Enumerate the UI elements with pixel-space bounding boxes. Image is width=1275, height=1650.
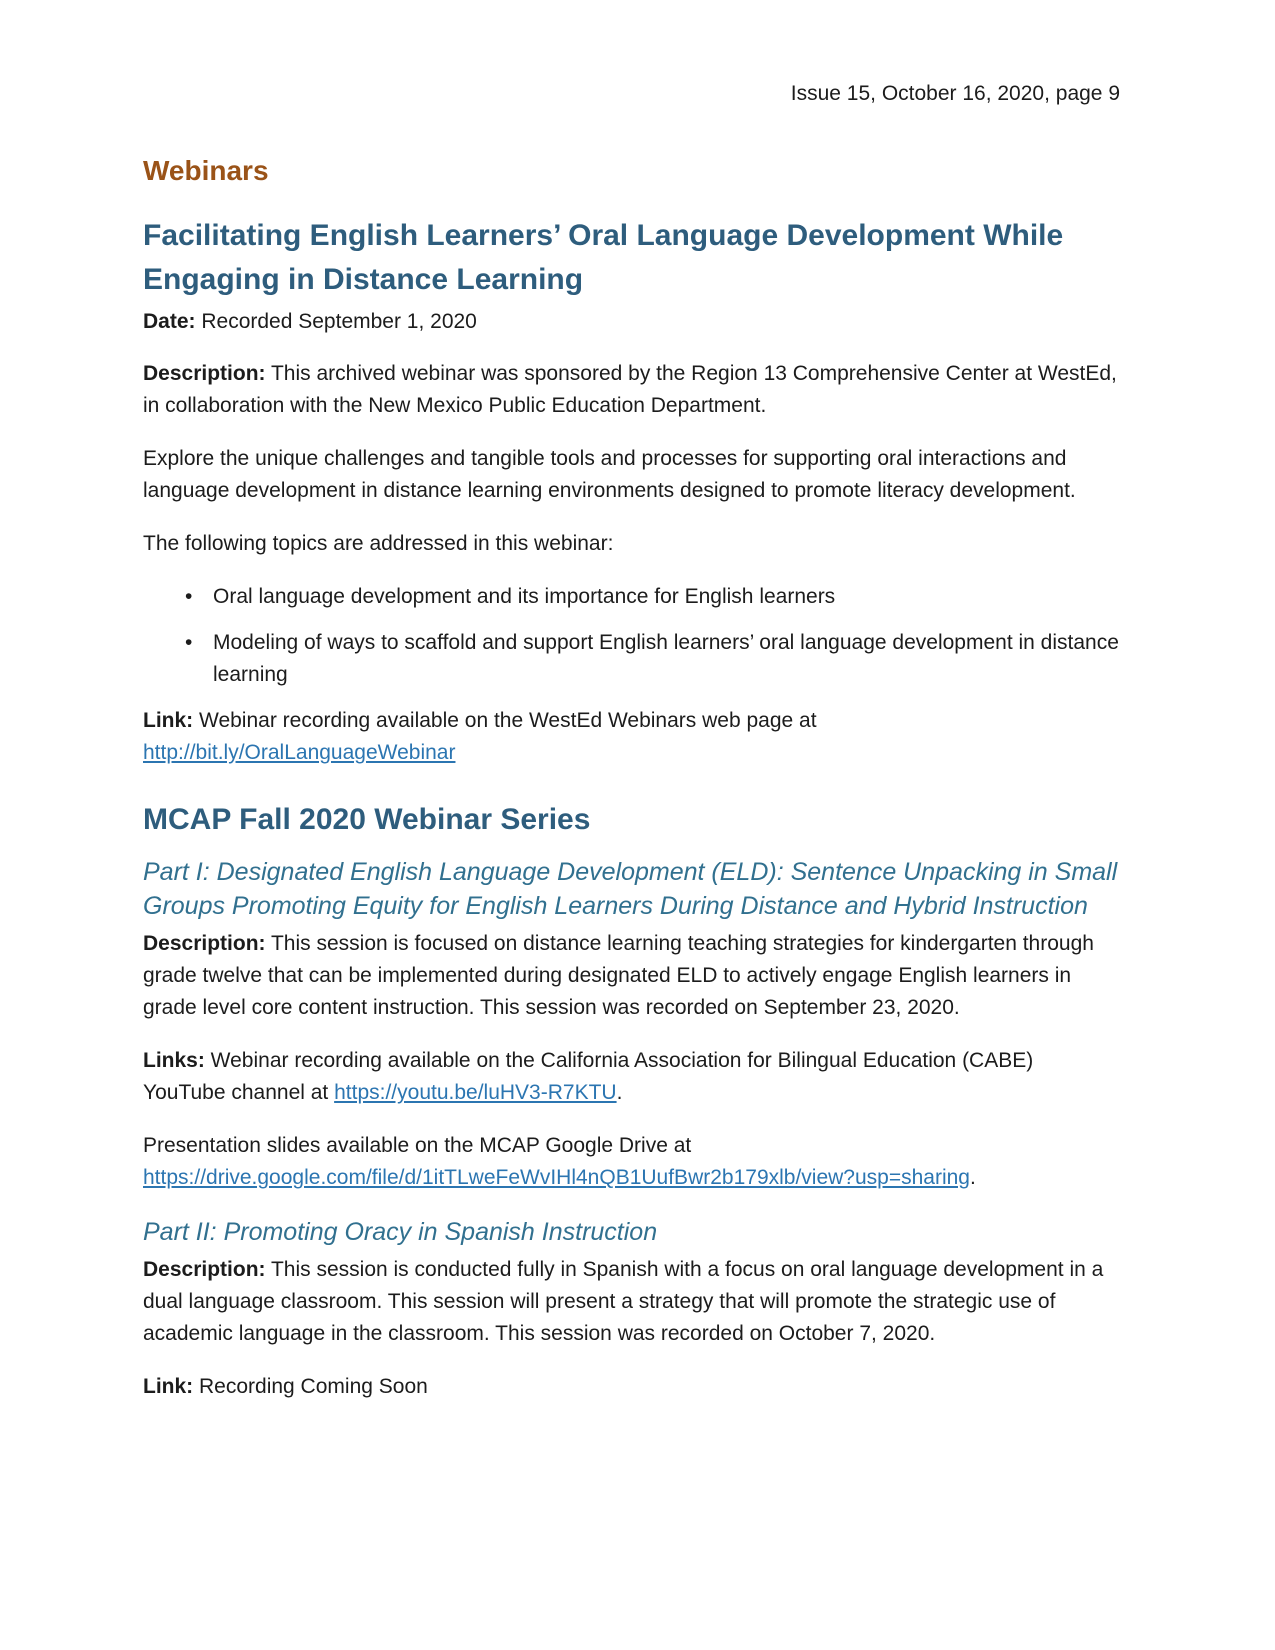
- description-label: Description:: [143, 1258, 266, 1281]
- webinar1-overview: Explore the unique challenges and tangible tools and processes for supporting oral interactions and language development in distance learning environments designed to promote literacy development.: [143, 447, 1076, 502]
- page-header: Issue 15, October 16, 2020, page 9: [790, 82, 1120, 105]
- webinar1-date-line: [143, 306, 1120, 338]
- youtube-recording-link[interactable]: https://youtu.be/luHV3-R7KTU: [334, 1081, 617, 1104]
- part2-link-line: [143, 1371, 1120, 1403]
- webinar1-description: [143, 358, 1120, 422]
- webinar1-link-line: [143, 705, 1120, 769]
- webinar1-topics-list: [143, 581, 1120, 691]
- description-label: Description:: [143, 932, 266, 955]
- link-value: Recording Coming Soon: [193, 1375, 428, 1398]
- part1-links-line: [143, 1045, 1120, 1109]
- part1-description: [143, 928, 1120, 1024]
- webinar1-topics-intro: The following topics are addressed in this webinar:: [143, 532, 614, 555]
- links-suffix: .: [616, 1081, 623, 1104]
- link-intro: Webinar recording available on the WestEd Webinars web page at: [193, 709, 817, 732]
- link-label: Link:: [143, 1375, 194, 1398]
- description-text: This session is conducted fully in Spanish with a focus on oral language development in a dual language classroom. This session will present a strategy that will promote the strategic use of academic language in the classroom. This session was recorded on October 7, 2020.: [143, 1258, 1104, 1345]
- description-label: Description:: [143, 362, 266, 385]
- part1-heading: Part I: Designated English Language Development (ELD): Sentence Unpacking in Small Groups Promoting Equity for English Learners During Distance and Hybrid Instruction: [143, 858, 1118, 920]
- part2-heading: Part II: Promoting Oracy in Spanish Instruction: [143, 1218, 658, 1246]
- description-text: This archived webinar was sponsored by the Region 13 Comprehensive Center at WestEd, in collaboration with the New Mexico Public Education Department.: [143, 362, 1117, 417]
- date-label: Date:: [143, 310, 196, 333]
- links-intro: Webinar recording available on the California Association for Bilingual Education (CABE) YouTube channel at: [143, 1049, 1034, 1104]
- oral-language-webinar-link[interactable]: http://bit.ly/OralLanguageWebinar: [143, 741, 456, 764]
- part1-slides-line: [143, 1130, 1120, 1194]
- list-item: • Oral language development and its importance for English learners: [213, 581, 1120, 613]
- links-label: Links:: [143, 1049, 205, 1072]
- webinar1-title: Facilitating English Learners’ Oral Language Development While Engaging in Distance Learning: [143, 219, 1064, 296]
- list-item: • Modeling of ways to scaffold and support English learners’ oral language development in distance learning: [213, 627, 1120, 691]
- part2-description: [143, 1254, 1120, 1350]
- slides-intro: Presentation slides available on the MCAP Google Drive at: [143, 1134, 692, 1157]
- section-heading-webinars: Webinars: [143, 155, 269, 186]
- date-value: Recorded September 1, 2020: [195, 310, 477, 333]
- google-drive-slides-link[interactable]: https://drive.google.com/file/d/1itTLweFeWvIHl4nQB1UufBwr2b179xlb/view?usp=sharing: [143, 1166, 970, 1189]
- description-text: This session is focused on distance learning teaching strategies for kindergarten through grade twelve that can be implemented during designated ELD to actively engage English learners in grade level core content instruction. This session was recorded on September 23, 2020.: [143, 932, 1094, 1019]
- slides-suffix: .: [970, 1166, 976, 1189]
- mcap-series-title: MCAP Fall 2020 Webinar Series: [143, 803, 591, 836]
- link-label: Link:: [143, 709, 194, 732]
